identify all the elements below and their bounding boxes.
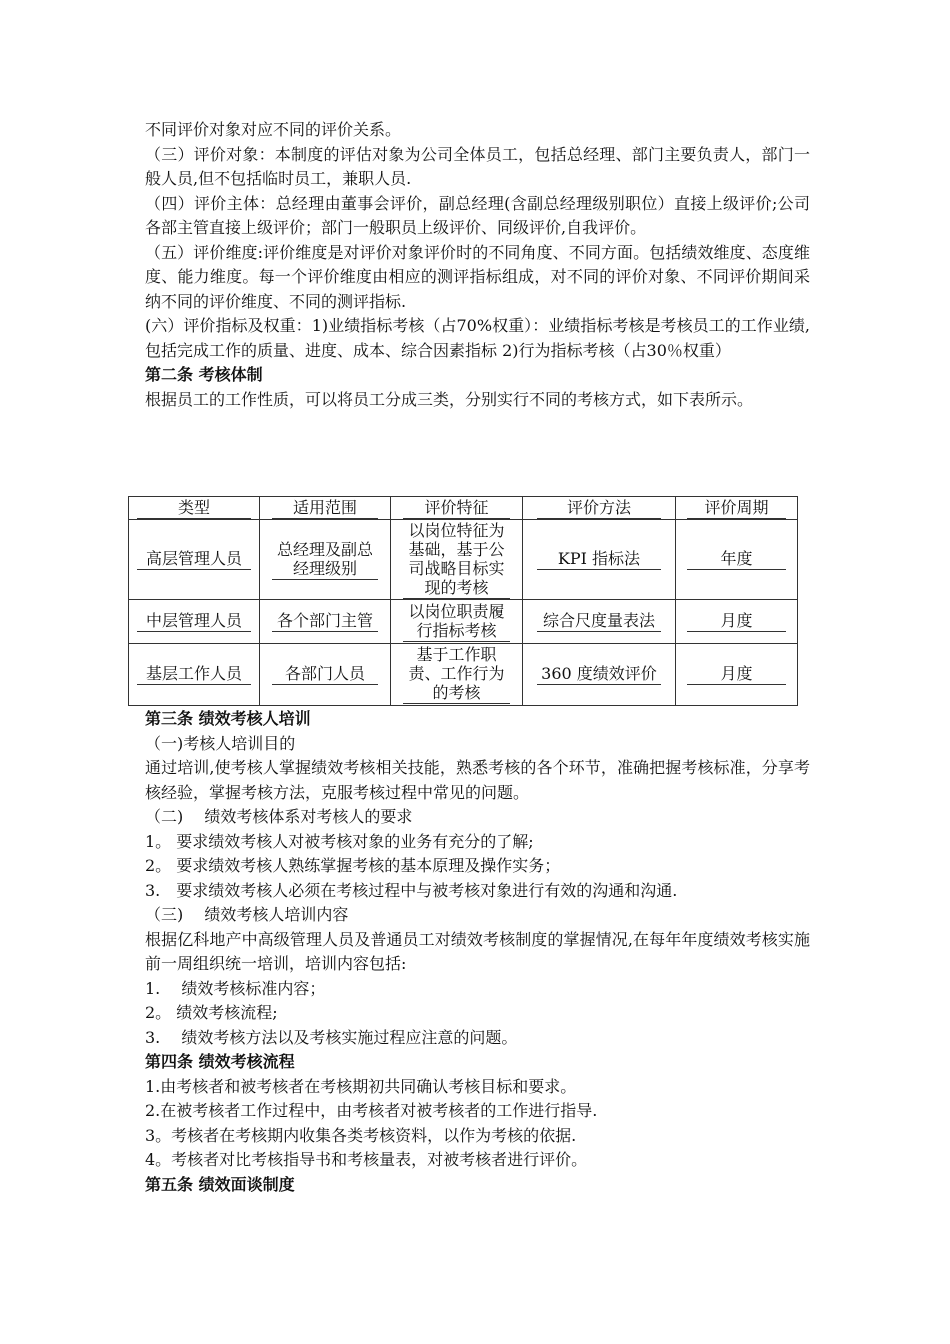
section-heading: 第二条 考核体制 <box>145 365 263 384</box>
table-cell: 高层管理人员 <box>129 520 260 600</box>
table-cell: 以岗位特征为基础，基于公司战略目标实现的考核 <box>391 520 523 600</box>
table-cell: 各部门人员 <box>260 644 391 706</box>
subheading: （一)考核人培训目的 <box>145 733 296 753</box>
bottom-text-block <box>145 707 810 1197</box>
list-item: 3. 要求绩效考核人必须在考核过程中与被考核对象进行有效的沟通和沟通. <box>145 880 678 900</box>
list-item: 3。考核者在考核期内收集各类考核资料，以作为考核的依据. <box>145 1125 577 1145</box>
table-cell: 月度 <box>676 644 798 706</box>
list-item: 3. 绩效考核方法以及考核实施过程应注意的问题。 <box>145 1027 518 1047</box>
table-cell: 基于工作职责、工作行为的考核 <box>391 644 523 706</box>
list-item: 1.由考核者和被考核者在考核期初共同确认考核目标和要求。 <box>145 1076 577 1096</box>
paragraph: 根据员工的工作性质，可以将员工分成三类，分别实行不同的考核方式，如下表所示。 <box>145 389 754 409</box>
table-header-row <box>129 497 798 520</box>
table-header-cell: 适用范围 <box>260 497 391 520</box>
table-header-cell: 评价周期 <box>676 497 798 520</box>
table-header-cell: 评价方法 <box>523 497 676 520</box>
paragraph: 根据亿科地产中高级管理人员及普通员工对绩效考核制度的掌握情况,在每年年度绩效考核实施前一周组织统一培训，培训内容包括: <box>145 929 810 973</box>
assessment-table <box>128 496 798 706</box>
table-cell: 各个部门主管 <box>260 600 391 644</box>
list-item: 2.在被考核者工作过程中，由考核者对被考核者的工作进行指导. <box>145 1101 598 1120</box>
table-cell: 月度 <box>676 600 798 644</box>
paragraph: 不同评价对象对应不同的评价关系。 <box>145 120 402 139</box>
table-cell: KPI 指标法 <box>523 520 676 600</box>
section-heading: 第四条 绩效考核流程 <box>145 1052 295 1071</box>
table-cell: 综合尺度量表法 <box>523 600 676 644</box>
section-heading: 第三条 绩效考核人培训 <box>145 709 311 728</box>
list-item: 1. 绩效考核标准内容； <box>145 978 326 998</box>
table-row <box>129 644 798 706</box>
table-cell: 基层工作人员 <box>129 644 260 706</box>
list-item: 4。考核者对比考核指导书和考核量表，对被考核者进行评价。 <box>145 1150 588 1169</box>
table-cell: 中层管理人员 <box>129 600 260 644</box>
table-row <box>129 600 798 644</box>
table-header-cell: 评价特征 <box>391 497 523 520</box>
table-cell: 360 度绩效评价 <box>523 644 676 706</box>
table-cell: 以岗位职责履行指标考核 <box>391 600 523 644</box>
top-text-block <box>145 118 810 412</box>
table-row <box>129 520 798 600</box>
subheading: （二) 绩效考核体系对考核人的要求 <box>145 807 413 826</box>
subheading: （三) 绩效考核人培训内容 <box>145 905 349 924</box>
paragraph: 通过培训,使考核人掌握绩效考核相关技能，熟悉考核的各个环节，准确把握考核标准，分享考核经验，掌握考核方法，克服考核过程中常见的问题。 <box>145 758 810 802</box>
paragraph: （四）评价主体：总经理由董事会评价，副总经理(含副总经理级别职位）直接上级评价;公司各部主管直接上级评价；部门一般职员上级评价、同级评价,自我评价。 <box>145 193 810 237</box>
table-header-cell: 类型 <box>129 497 260 520</box>
paragraph: （五）评价维度:评价维度是对评价对象评价时的不同角度、不同方面。包括绩效维度、态度维度、能力维度。每一个评价维度由相应的测评指标组成，对不同的评价对象、不同评价期间采纳不同的评价维度、不同的测评指标. <box>145 242 810 311</box>
table-cell: 年度 <box>676 520 798 600</box>
paragraph: (六）评价指标及权重：1)业绩指标考核（占70%权重）：业绩指标考核是考核员工的工作业绩,包括完成工作的质量、进度、成本、综合因素指标 2)行为指标考核（占30％权重） <box>145 316 810 360</box>
list-item: 1。 要求绩效考核人对被考核对象的业务有充分的了解; <box>145 831 534 851</box>
table-cell: 总经理及副总经理级别 <box>260 520 391 600</box>
paragraph: （三）评价对象：本制度的评估对象为公司全体员工，包括总经理、部门主要负责人，部门一般人员,但不包括临时员工，兼职人员. <box>145 144 810 188</box>
list-item: 2。 要求绩效考核人熟练掌握考核的基本原理及操作实务； <box>145 856 561 875</box>
list-item: 2。 绩效考核流程; <box>145 1003 278 1022</box>
section-heading: 第五条 绩效面谈制度 <box>145 1174 295 1194</box>
